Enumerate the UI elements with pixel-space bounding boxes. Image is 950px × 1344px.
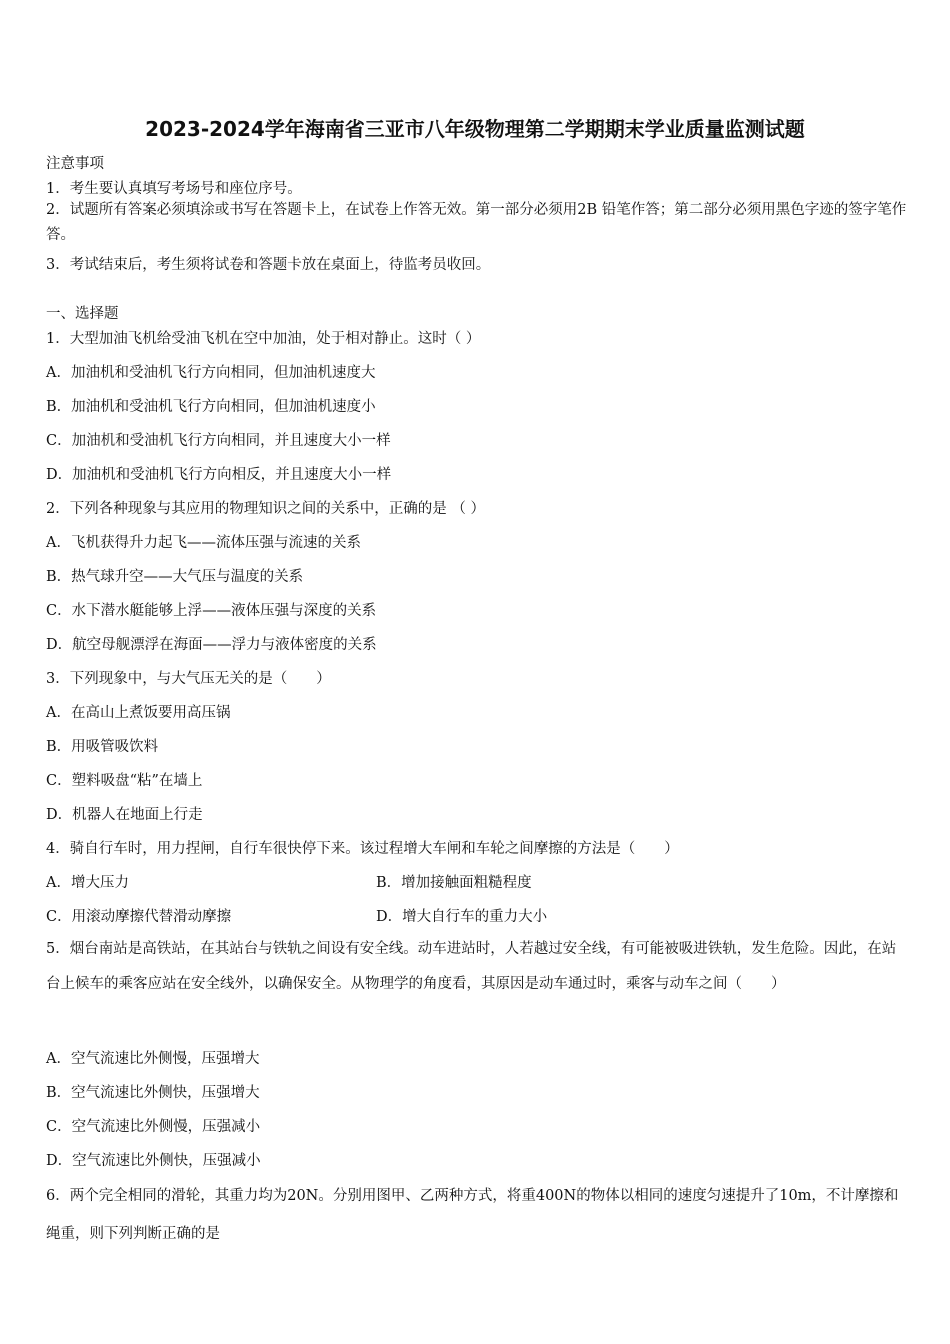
question-2-option-d: D．航空母舰漂浮在海面——浮力与液体密度的关系 (46, 637, 377, 653)
question-3-stem: 3．下列现象中，与大气压无关的是（ ） (46, 671, 331, 687)
question-4-option-d: D．增大自行车的重力大小 (376, 909, 548, 925)
question-2-option-c: C．水下潜水艇能够上浮——液体压强与深度的关系 (46, 603, 377, 619)
notice-item-2: 2．试题所有答案必须填涂或书写在答题卡上，在试卷上作答无效。第一部分必须用2B 铅笔作答；第二部分必须用黑色字迹的签字笔作答。 (46, 202, 907, 243)
question-5-stem: 5．烟台南站是高铁站，在其站台与铁轨之间设有安全线。动车进站时，人若越过安全线，有可能被吸进铁轨，发生危险。因此，在站台上候车的乘客应站在安全线外，以确保安全。从物理学的角度看，其原因是动车通过时，乘客与动车之间（ ） (46, 941, 897, 992)
section-heading: 一、选择题 (46, 306, 119, 322)
question-3-option-c: C．塑料吸盘“粘”在墙上 (46, 773, 203, 789)
question-2-option-a: A．飞机获得升力起飞——流体压强与流速的关系 (46, 535, 361, 551)
question-6-stem: 6．两个完全相同的滑轮，其重力均为20N。分别用图甲、乙两种方式，将重400N的物体以相同的速度匀速提升了10m，不计摩擦和绳重，则下列判断正确的是 (46, 1188, 899, 1242)
notice-item-1: 1．考生要认真填写考场号和座位序号。 (46, 181, 302, 197)
question-5-option-c: C．空气流速比外侧慢，压强减小 (46, 1119, 261, 1135)
page-title: 2023-2024学年海南省三亚市八年级物理第二学期期末学业质量监测试题 (145, 117, 805, 141)
question-1-stem: 1．大型加油飞机给受油飞机在空中加油，处于相对静止。这时（ ） (46, 331, 481, 347)
question-3-option-b: B．用吸管吸饮料 (46, 739, 159, 755)
question-4-stem: 4．骑自行车时，用力捏闸，自行车很快停下来。该过程增大车闸和车轮之间摩擦的方法是（ ） (46, 841, 679, 857)
notice-item-3: 3．考试结束后，考生须将试卷和答题卡放在桌面上，待监考员收回。 (46, 257, 491, 273)
question-2-option-b: B．热气球升空——大气压与温度的关系 (46, 569, 304, 585)
question-5-option-a: A．空气流速比外侧慢，压强增大 (46, 1051, 260, 1067)
question-4-option-b: B．增加接触面粗糙程度 (376, 875, 532, 891)
question-4-option-a: A．增大压力 (46, 875, 129, 891)
question-1-option-d: D．加油机和受油机飞行方向相反，并且速度大小一样 (46, 467, 392, 483)
question-1-option-b: B．加油机和受油机飞行方向相同，但加油机速度小 (46, 399, 376, 415)
question-3-option-d: D．机器人在地面上行走 (46, 807, 203, 823)
notice-heading: 注意事项 (46, 156, 104, 172)
question-4-option-c: C．用滚动摩擦代替滑动摩擦 (46, 909, 232, 925)
question-1-option-a: A．加油机和受油机飞行方向相同，但加油机速度大 (46, 365, 376, 381)
question-5-option-d: D．空气流速比外侧快，压强减小 (46, 1153, 261, 1169)
question-2-stem: 2．下列各种现象与其应用的物理知识之间的关系中，正确的是 （ ） (46, 501, 485, 517)
question-1-option-c: C．加油机和受油机飞行方向相同，并且速度大小一样 (46, 433, 391, 449)
question-3-option-a: A．在高山上煮饭要用高压锅 (46, 705, 231, 721)
question-5-option-b: B．空气流速比外侧快，压强增大 (46, 1085, 260, 1101)
